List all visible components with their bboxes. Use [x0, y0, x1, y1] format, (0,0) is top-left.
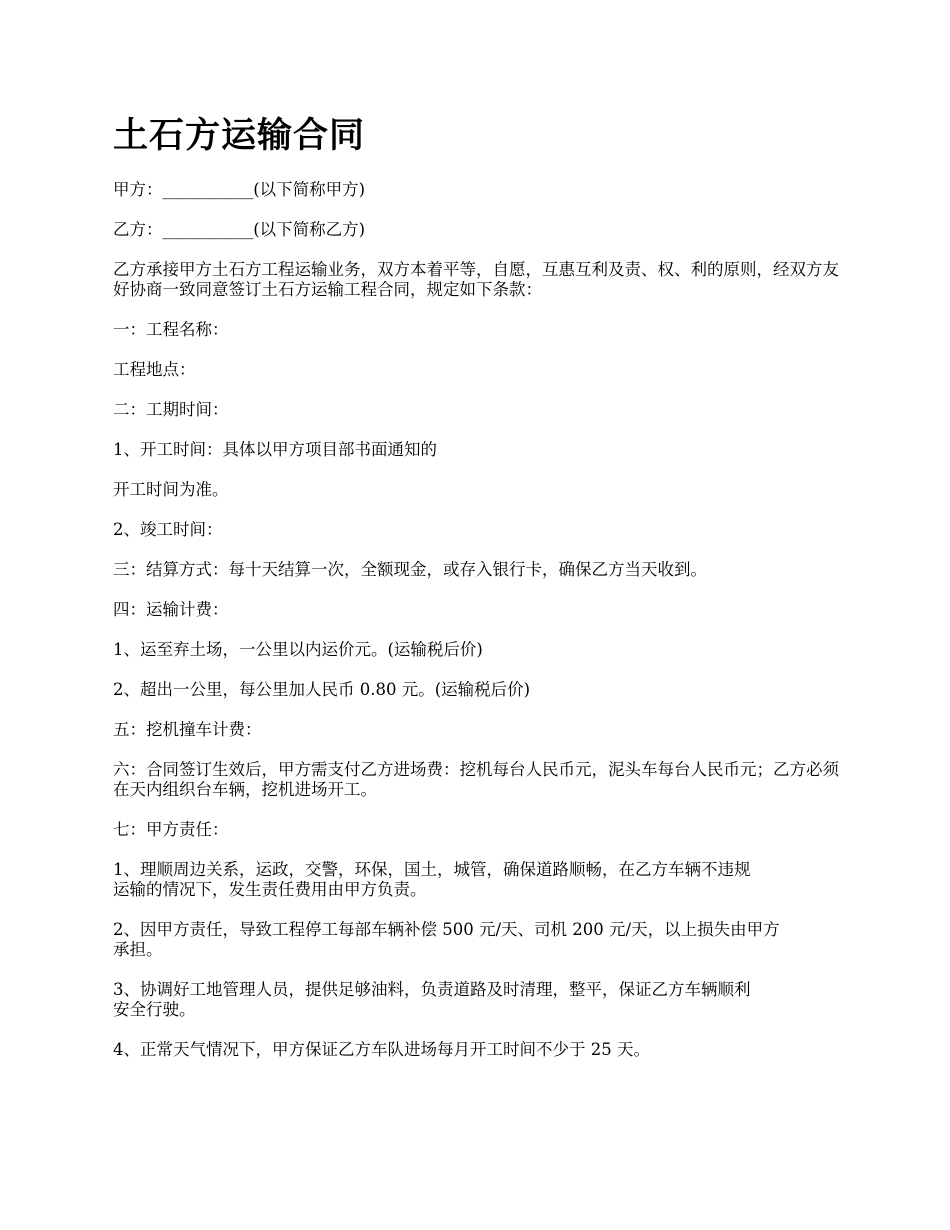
party-a-line: 甲方：___________(以下简称甲方) [113, 180, 366, 199]
duty-clause-1: 1、理顺周边关系，运政，交警，环保，国土，城管，确保道路顺畅，在乙方车辆不违规 运输的情况下，发生责任费用由甲方负责。 [113, 860, 751, 899]
completion-time-clause: 2、竣工时间： [113, 520, 223, 539]
duty-clause-3: 3、协调好工地管理人员，提供足够油料，负责道路及时清理，整平，保证乙方车辆顺利 安全行驶。 [113, 980, 751, 1019]
freight-clause-2: 2、超出一公里，每公里加人民币 0.80 元。(运输税后价) [113, 680, 531, 699]
section-1-project-name: 一：工程名称： [113, 320, 229, 339]
section-5-excavator-fees: 五：挖机撞车计费： [113, 720, 262, 739]
section-3-settlement: 三：结算方式：每十天结算一次，全额现金，或存入银行卡，确保乙方当天收到。 [113, 560, 707, 579]
freight-clause-1: 1、运至弃土场，一公里以内运价元。(运输税后价) [113, 640, 483, 659]
section-4-freight: 四：运输计费： [113, 600, 229, 619]
document-title: 土石方运输合同 [113, 115, 366, 156]
section-7-party-a-duties: 七：甲方责任： [113, 820, 229, 839]
project-location: 工程地点： [113, 360, 196, 379]
start-time-continuation: 开工时间为准。 [113, 480, 229, 499]
start-time-clause: 1、开工时间：具体以甲方项目部书面通知的 [113, 440, 437, 459]
duty-clause-4: 4、正常天气情况下，甲方保证乙方车队进场每月开工时间不少于 25 天。 [113, 1040, 650, 1059]
duty-clause-2: 2、因甲方责任，导致工程停工每部车辆补偿 500 元/天、司机 200 元/天，以上损失由甲方 承担。 [113, 920, 780, 959]
contract-page [113, 112, 853, 1080]
section-2-schedule: 二：工期时间： [113, 400, 229, 419]
party-b-line: 乙方：___________(以下简称乙方) [113, 220, 366, 239]
section-6-entry-fees: 六：合同签订生效后，甲方需支付乙方进场费：挖机每台人民币元，泥头车每台人民币元；乙方必须在天内组织台车辆，挖机进场开工。 [113, 760, 839, 799]
preamble-paragraph: 乙方承接甲方土石方工程运输业务，双方本着平等，自愿，互惠互利及责、权、利的原则，经双方友好协商一致同意签订土石方运输工程合同，规定如下条款： [113, 260, 839, 299]
